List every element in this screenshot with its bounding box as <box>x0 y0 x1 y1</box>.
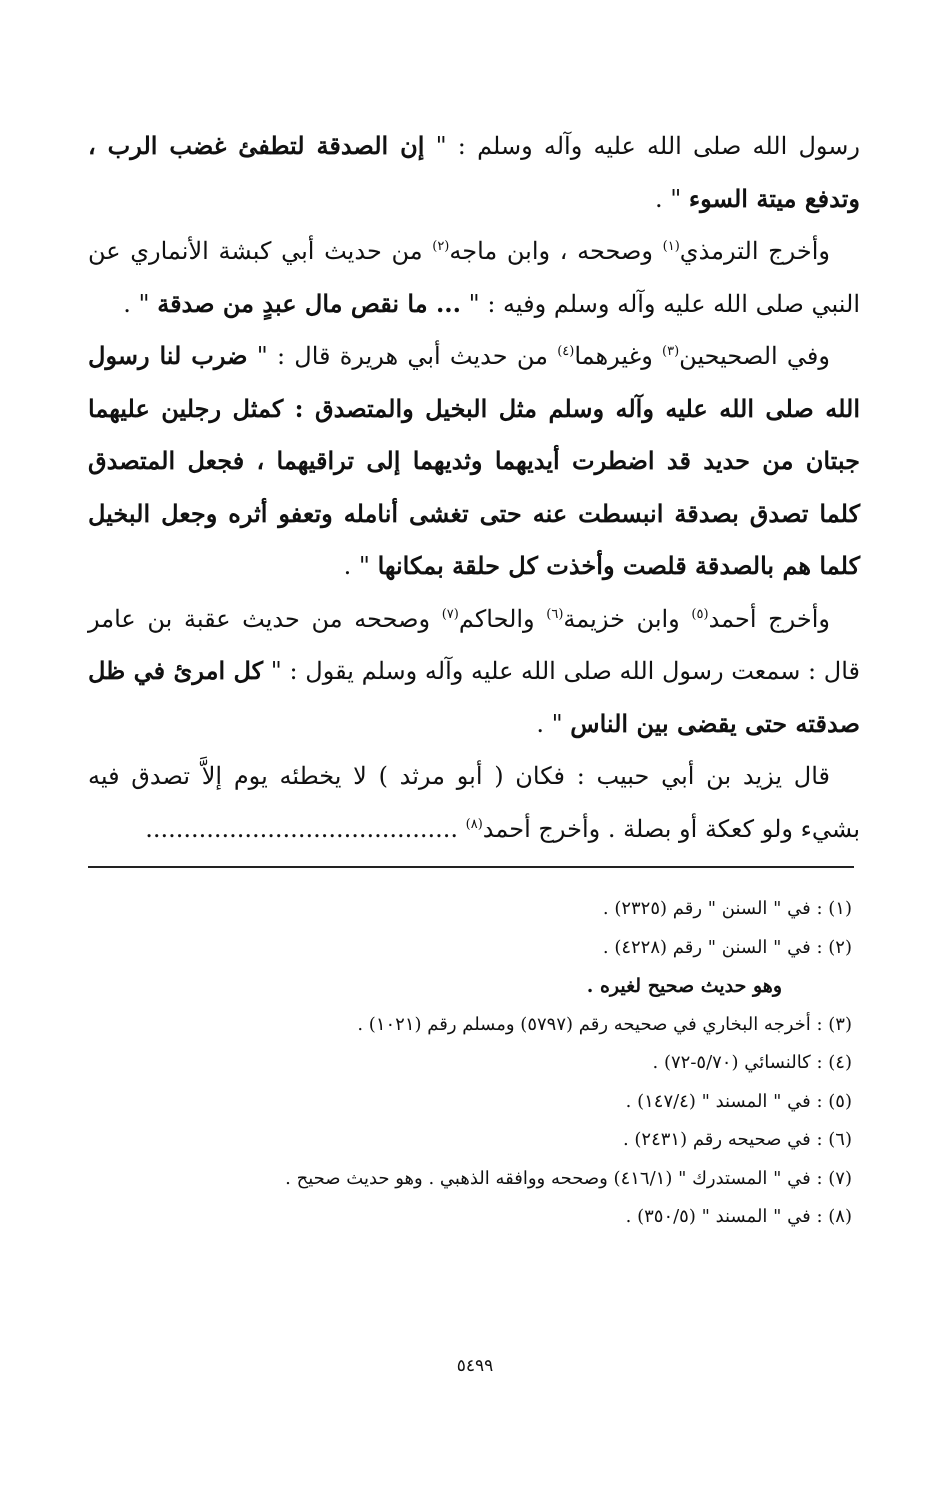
footnote: (٨) : في " المسند " (٣٥٠/٥) . <box>625 1206 852 1227</box>
text-run: " . <box>536 709 571 738</box>
continuation-dots: ......................................... <box>145 814 466 843</box>
footnote-reference: (٨) <box>465 816 483 832</box>
hadith-quote: ضرب لنا رسول الله صلى الله عليه وآله وسلم مثل البخيل والمتصدق : كمثل رجلين عليهما جبتان من حديد قد اضطرت أيديهما وثديهما إلى تراقيهما ، فجعل المتصدق كلما تصدق بصدقة انبسطت عنه حتى تغشى أنامله وتعفو أثره وجعل البخيل كلما هم بالصدقة قلصت وأخذت كل حلقة بمكانها <box>88 341 860 580</box>
footnote: (١) : في " السنن " رقم (٢٣٢٥) . <box>602 898 852 919</box>
page-number: ٥٤٩٩ <box>456 1356 494 1376</box>
footnotes <box>88 890 852 1237</box>
text-run: من حديث أبي كبشة الأنماري عن النبي صلى الله عليه وآله وسلم وفيه : " <box>88 237 860 318</box>
paragraph <box>88 330 860 593</box>
text-run: قال يزيد بن أبي حبيب : فكان ( أبو مرثد ) لا يخطئه يوم إلاَّ تصدق فيه بشيء ولو كعكة أو بصلة . وأخرج أحمد <box>88 762 860 843</box>
footnote-reference: (١) <box>662 239 680 254</box>
text-run: وصححه من حديث عقبة بن عامر قال : سمعت رسول الله صلى الله عليه وآله وسلم يقول : " <box>88 604 860 685</box>
paragraph <box>88 593 860 751</box>
footnote-reference: (٢) <box>432 239 450 254</box>
text-run: وأخرج أحمد <box>708 604 831 633</box>
paragraph <box>88 120 860 225</box>
text-run: وصححه ، وابن ماجه <box>449 237 663 265</box>
footnote: (٧) : في " المستدرك " (٤١٦/١) وصححه ووافقه الذهبي . وهو حديث صحيح . <box>285 1167 852 1189</box>
footnote-reference: (٣) <box>662 344 680 359</box>
paragraph <box>88 750 860 855</box>
hadith-quote: إن الصدقة لتطفئ غضب الرب ، وتدفع ميتة السوء <box>88 131 860 213</box>
text-run: " . <box>343 552 378 580</box>
footnote-reference: (٦) <box>546 606 564 622</box>
footnote: (٣) : أخرجه البخاري في صحيحه رقم (٥٧٩٧) ومسلم رقم (١٠٢١) . <box>357 1013 852 1035</box>
main-text <box>88 120 860 855</box>
text-run: وفي الصحيحين <box>679 342 830 370</box>
text-run: " . <box>123 289 158 318</box>
text-run: من حديث أبي هريرة قال : " <box>247 342 558 370</box>
text-run: " . <box>654 184 689 213</box>
footnote: (٥) : في " المسند " (١٤٧/٤) . <box>625 1090 852 1112</box>
text-run: وغيرهما <box>574 342 663 370</box>
footnote-reference: (٤) <box>557 344 575 359</box>
hadith-quote: كل امرئ في ظل صدقته حتى يقضى بين الناس <box>88 656 860 738</box>
footnote-separator <box>88 866 854 868</box>
hadith-quote: ... ما نقص مال عبدٍ من صدقة <box>157 288 462 318</box>
text-run: وابن خزيمة <box>563 604 692 633</box>
footnote: (٤) : كالنسائي (٥/٧٠-٧٢) . <box>652 1052 852 1073</box>
footnote-reference: (٥) <box>691 606 709 622</box>
footnote: (٦) : في صحيحه رقم (٢٤٣١) . <box>622 1129 852 1150</box>
footnote: (٢) : في " السنن " رقم (٤٢٢٨) . <box>602 936 852 958</box>
text-run: وأخرج الترمذي <box>679 237 830 265</box>
text-run: والحاكم <box>458 604 547 633</box>
text-run: رسول الله صلى الله عليه وآله وسلم : " <box>424 132 860 160</box>
paragraph <box>88 225 860 330</box>
footnote-remark: وهو حديث صحيح لغيره . <box>586 975 782 997</box>
footnote-reference: (٧) <box>441 606 459 622</box>
